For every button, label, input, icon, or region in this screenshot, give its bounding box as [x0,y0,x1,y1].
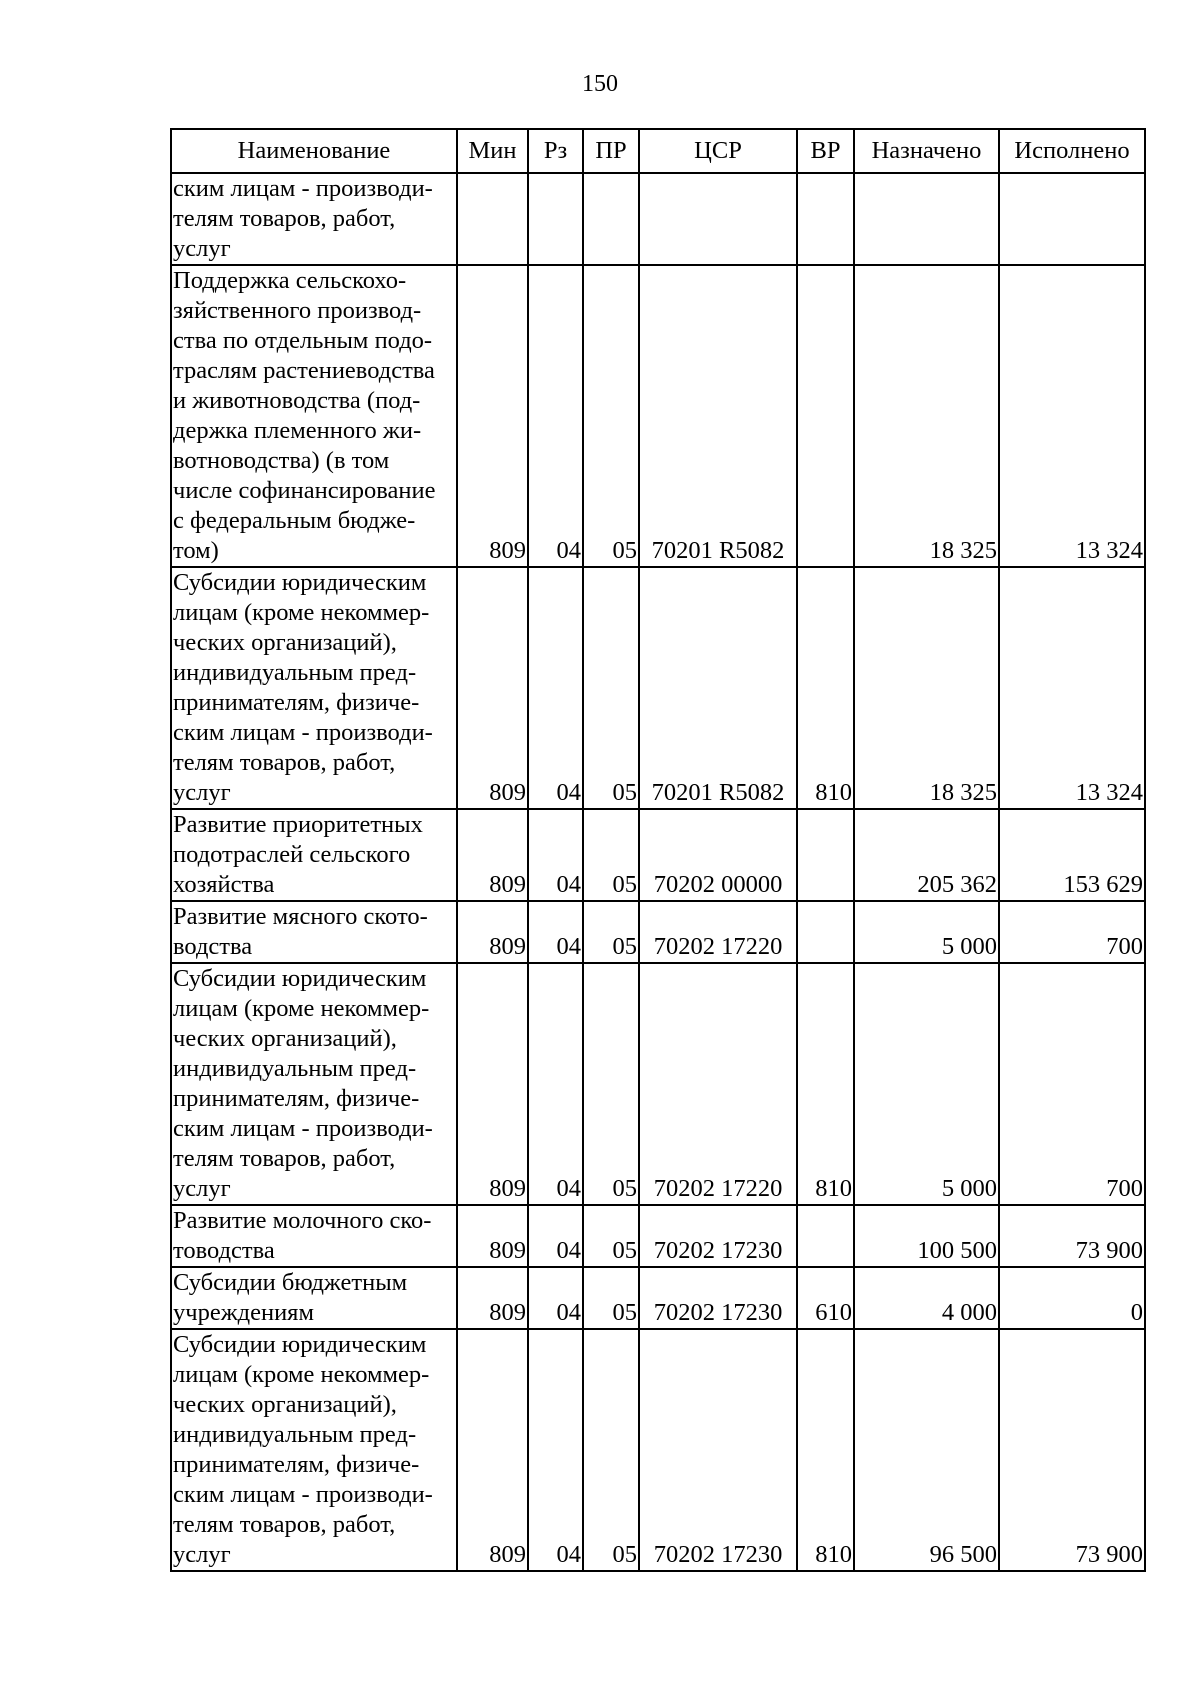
cell-pr: 05 [583,1329,639,1571]
table-row [171,173,1145,265]
cell-assigned: 18 325 [854,567,999,809]
cell-rz: 04 [528,1267,583,1329]
cell-name: Субсидии бюджетным учреждениям [171,1267,457,1329]
cell-vr: 810 [797,567,854,809]
cell-min: 809 [457,1267,528,1329]
cell-name: Субсидии юридическим лицам (кроме некоммер- ческих организаций), индивидуальным пред- принимателям, физиче- ским лицам - производи- телям товаров, работ, услуг [171,963,457,1205]
cell-csr: 70202 17230 [639,1329,797,1571]
cell-vr [797,809,854,901]
table-row [171,1205,1145,1267]
cell-assigned: 96 500 [854,1329,999,1571]
cell-rz: 04 [528,265,583,567]
cell-executed: 73 900 [999,1205,1145,1267]
header-rz: Рз [528,129,583,173]
cell-vr [797,173,854,265]
cell-vr [797,901,854,963]
cell-executed: 153 629 [999,809,1145,901]
cell-executed [999,173,1145,265]
page-number: 150 [582,71,618,97]
cell-csr: 70202 00000 [639,809,797,901]
cell-rz: 04 [528,963,583,1205]
cell-rz: 04 [528,901,583,963]
table-row [171,567,1145,809]
cell-min: 809 [457,265,528,567]
cell-assigned: 205 362 [854,809,999,901]
header-executed: Исполнено [999,129,1145,173]
cell-vr [797,1205,854,1267]
cell-vr: 810 [797,963,854,1205]
cell-name: Субсидии юридическим лицам (кроме некоммер- ческих организаций), индивидуальным пред- принимателям, физиче- ским лицам - производи- телям товаров, работ, услуг [171,567,457,809]
table-row [171,265,1145,567]
cell-csr: 70202 17220 [639,963,797,1205]
cell-vr: 810 [797,1329,854,1571]
cell-executed: 0 [999,1267,1145,1329]
cell-name: Развитие приоритетных подотраслей сельского хозяйства [171,809,457,901]
table-header [171,129,1145,173]
header-name: Наименование [171,129,457,173]
header-row [171,129,1145,173]
table-row [171,1267,1145,1329]
cell-executed: 700 [999,963,1145,1205]
cell-rz: 04 [528,809,583,901]
table-row [171,809,1145,901]
cell-pr: 05 [583,1267,639,1329]
cell-rz: 04 [528,567,583,809]
cell-rz [528,173,583,265]
cell-executed: 73 900 [999,1329,1145,1571]
cell-pr: 05 [583,265,639,567]
cell-executed: 13 324 [999,265,1145,567]
cell-csr [639,173,797,265]
cell-rz: 04 [528,1329,583,1571]
cell-executed: 13 324 [999,567,1145,809]
cell-csr: 70202 17230 [639,1205,797,1267]
cell-min: 809 [457,1205,528,1267]
table-row [171,1329,1145,1571]
table-body [171,173,1145,1571]
cell-name: Субсидии юридическим лицам (кроме некоммер- ческих организаций), индивидуальным пред- принимателям, физиче- ским лицам - производи- телям товаров, работ, услуг [171,1329,457,1571]
cell-rz: 04 [528,1205,583,1267]
cell-pr: 05 [583,809,639,901]
cell-min: 809 [457,809,528,901]
cell-name: ским лицам - производи- телям товаров, работ, услуг [171,173,457,265]
cell-name: Развитие мясного ското- водства [171,901,457,963]
cell-min [457,173,528,265]
cell-csr: 70201 R5082 [639,265,797,567]
cell-assigned: 4 000 [854,1267,999,1329]
cell-vr: 610 [797,1267,854,1329]
cell-pr: 05 [583,901,639,963]
budget-table [170,128,1146,1572]
cell-csr: 70202 17230 [639,1267,797,1329]
cell-assigned: 100 500 [854,1205,999,1267]
cell-pr: 05 [583,963,639,1205]
cell-csr: 70201 R5082 [639,567,797,809]
cell-name: Развитие молочного ско- товодства [171,1205,457,1267]
cell-pr [583,173,639,265]
cell-csr: 70202 17220 [639,901,797,963]
cell-min: 809 [457,567,528,809]
header-min: Мин [457,129,528,173]
cell-min: 809 [457,1329,528,1571]
cell-assigned: 18 325 [854,265,999,567]
cell-pr: 05 [583,1205,639,1267]
table-row [171,901,1145,963]
cell-min: 809 [457,963,528,1205]
header-assigned: Назначено [854,129,999,173]
cell-assigned: 5 000 [854,963,999,1205]
cell-vr [797,265,854,567]
cell-executed: 700 [999,901,1145,963]
header-pr: ПР [583,129,639,173]
header-vr: ВР [797,129,854,173]
cell-assigned [854,173,999,265]
cell-assigned: 5 000 [854,901,999,963]
table-row [171,963,1145,1205]
cell-min: 809 [457,901,528,963]
cell-name: Поддержка сельскохо- зяйственного производ- ства по отдельным подо- траслям растениеводства и животноводства (под- держка племенного жи- вотноводства) (в том числе софинансирование с федеральным бюдже- том) [171,265,457,567]
cell-pr: 05 [583,567,639,809]
header-csr: ЦСР [639,129,797,173]
